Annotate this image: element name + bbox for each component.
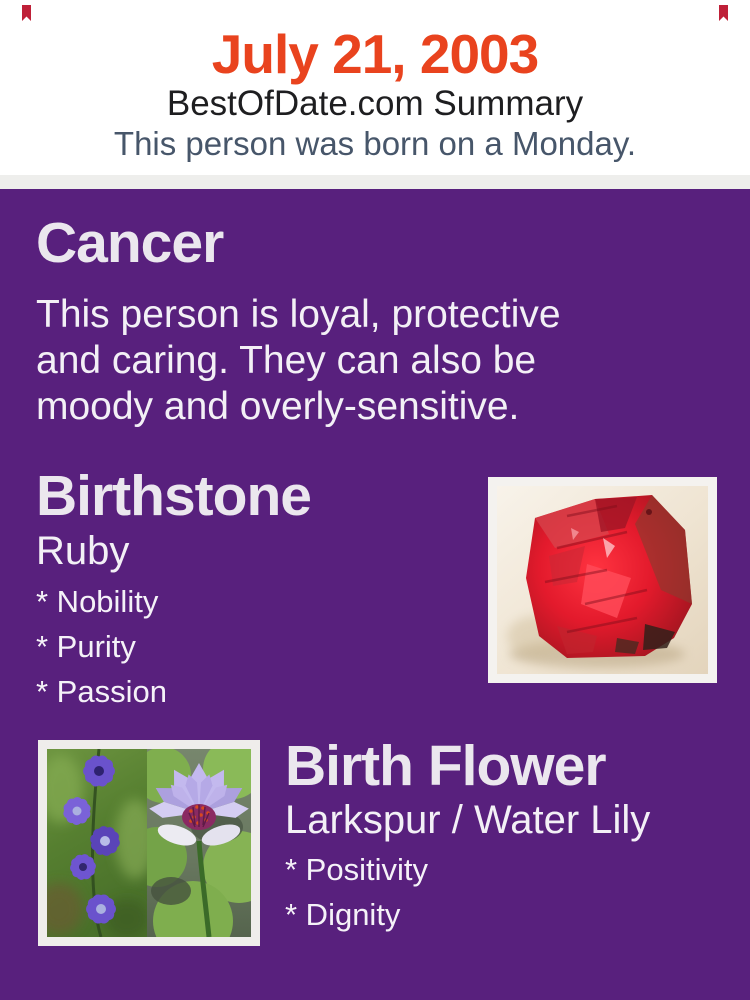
page-title-date: July 21, 2003 <box>211 23 539 85</box>
born-day-line: This person was born on a Monday. <box>113 125 637 162</box>
zodiac-sign-heading: Cancer <box>36 211 224 275</box>
zodiac-description-line: moody and overly-sensitive. <box>36 385 520 428</box>
zodiac-description <box>36 292 716 430</box>
summary-body <box>0 189 750 1000</box>
birthstone-heading: Birthstone <box>36 464 311 528</box>
corner-ribbon-left-icon <box>22 5 31 21</box>
birth-flower-heading: Birth Flower <box>285 734 606 798</box>
zodiac-description-line: This person is loyal, protective <box>36 293 561 336</box>
birth-flower-trait: * Dignity <box>285 897 401 932</box>
ruby-photo <box>488 477 717 683</box>
birthstone-trait: * Passion <box>36 674 167 709</box>
birthstone-trait: * Purity <box>36 629 136 664</box>
corner-ribbon-right-icon <box>719 5 728 21</box>
birth-flower-trait: * Positivity <box>285 852 428 887</box>
header-divider <box>0 175 750 189</box>
ruby-gem-image <box>497 486 708 674</box>
zodiac-description-line: and caring. They can also be <box>36 339 537 382</box>
larkspur-waterlily-photo <box>38 740 260 946</box>
water-lily-image <box>147 749 251 937</box>
larkspur-image <box>47 749 147 937</box>
birth-flower-names: Larkspur / Water Lily <box>285 798 651 842</box>
header <box>0 0 750 175</box>
birthstone-trait: * Nobility <box>36 584 159 619</box>
birthstone-name: Ruby <box>36 529 130 573</box>
site-summary-subtitle: BestOfDate.com Summary <box>166 84 584 123</box>
